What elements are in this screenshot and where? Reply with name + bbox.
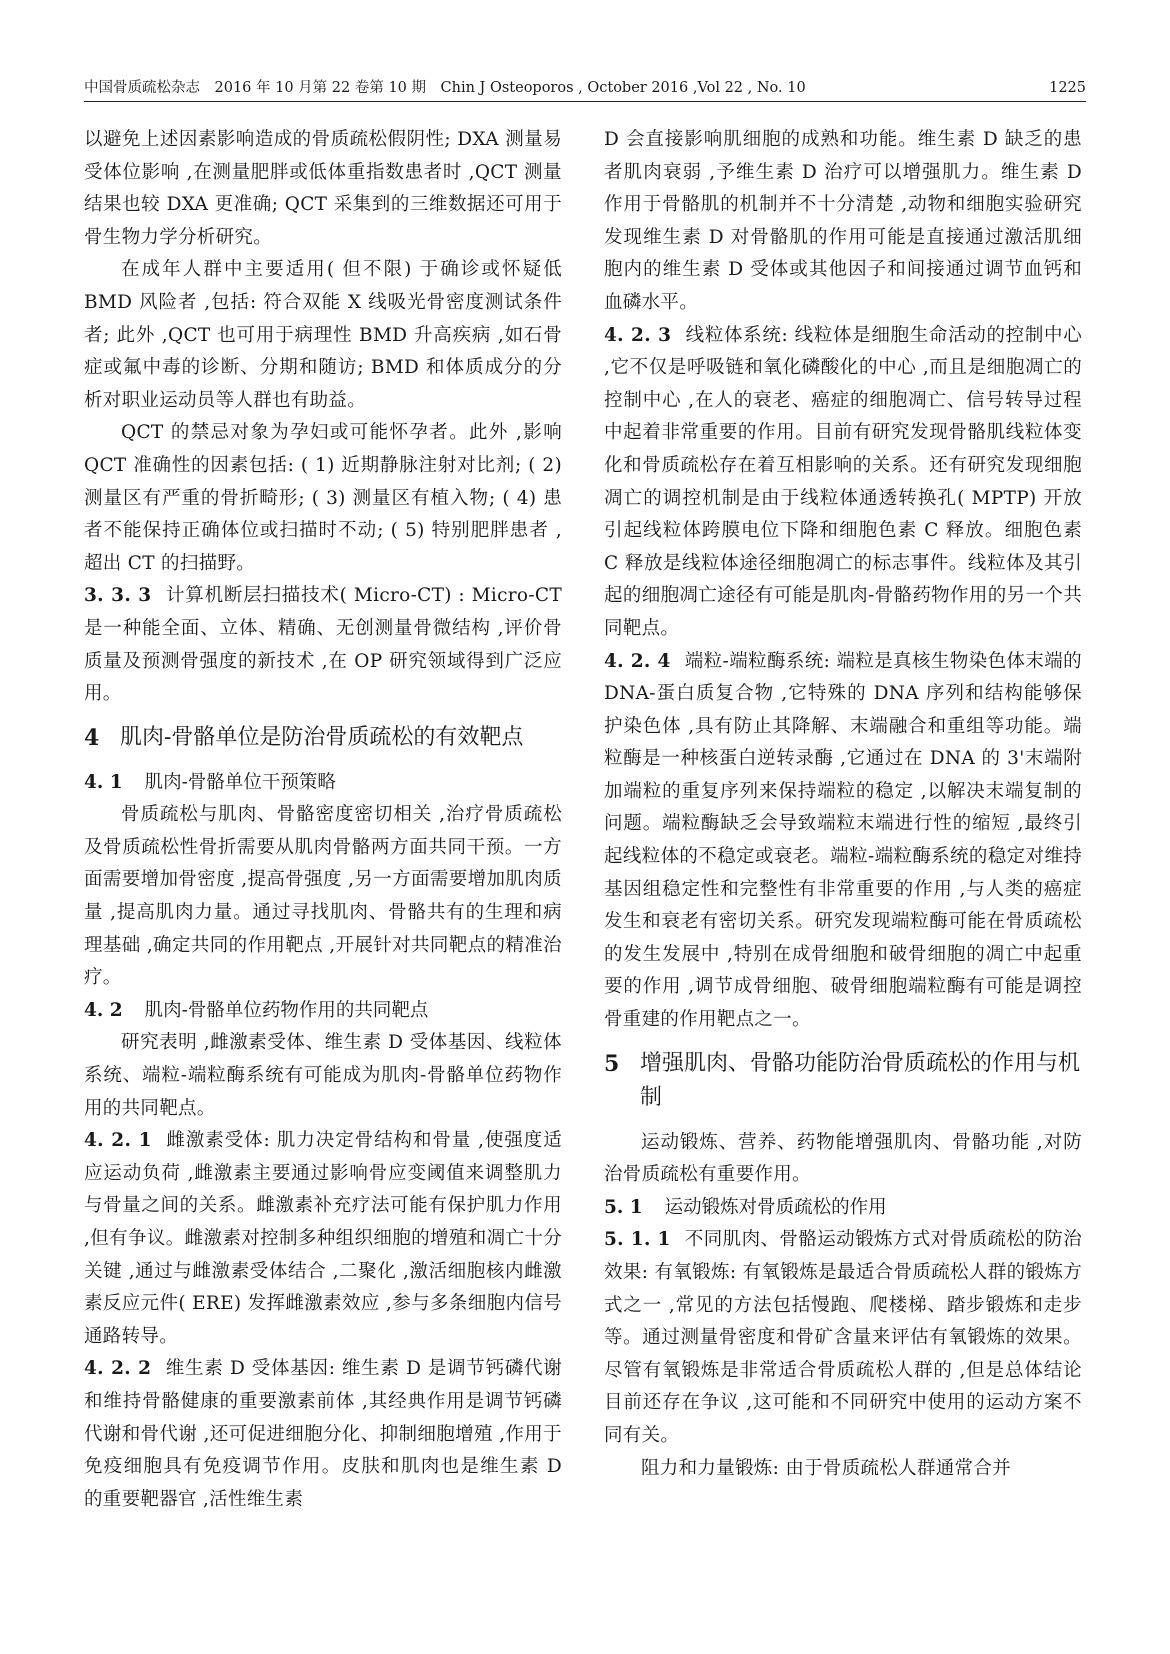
subsection-number: 4. 2. 3 xyxy=(604,324,672,346)
subsection-4-1-heading xyxy=(84,767,562,800)
page-number: 1225 xyxy=(1049,80,1086,96)
subsection-text: 端粒-端粒酶系统: 端粒是真核生物染色体末端的 DNA-蛋白质复合物 ,它特殊的 DNA 序列和结构能够保护染色体 ,具有防止其降解、末端融合和重组等功能。端粒酶是一种核蛋白逆转录酶 ,它通过在 DNA 的 3'末端附加端粒的重复序列来保持端粒的稳定 ,以解决末端复制的问题。端粒酶缺乏会导致端粒末端进行性的缩短 ,最终引起线粒体的不稳定或衰老。端粒-端粒酶系统的稳定对维持基因组稳定性和完整性有非常重要的作用 ,与人类的癌症发生和衰老有密切关系。研究发现端粒酶可能在骨质疏松的发生发展中 ,特别在成骨细胞和破骨细胞的凋亡中起重要的作用 ,调节成骨细胞、破骨细胞端粒酶有可能是调控骨重建的作用靶点之一。 xyxy=(604,650,1082,1031)
subsection-title: 运动锻炼对骨质疏松的作用 xyxy=(664,1196,887,1218)
subsection-3-3-3 xyxy=(84,580,562,710)
paragraph-resistance-training: 阻力和力量锻炼: 由于骨质疏松人群通常合并 xyxy=(641,1457,1011,1479)
paragraph-section-5-intro: 运动锻炼、营养、药物能增强肌肉、骨骼功能 ,对防治骨质疏松有重要作用。 xyxy=(604,1131,1082,1186)
subsection-number: 5. 1. 1 xyxy=(604,1229,671,1251)
subsection-4-2-2 xyxy=(84,1353,562,1516)
subsection-text: 线粒体系统: 线粒体是细胞生命活动的控制中心 ,它不仅是呼吸链和氧化磷酸化的中心 ,而且是细胞凋亡的控制中心 ,在人的衰老、癌症的细胞凋亡、信号转导过程中起着非常重要的作用。目前有研究发现骨骼肌线粒体变化和骨质疏松存在着互相影响的关系。还有研究发现细胞凋亡的调控机制是由于线粒体通透转换孔( MPTP) 开放引起线粒体跨膜电位下降和细胞色素 C 释放。细胞色素 C 释放是线粒体途径细胞凋亡的标志事件。线粒体及其引起的细胞凋亡途径有可能是肌肉-骨骼药物作用的另一个共同靶点。 xyxy=(604,324,1082,639)
subsection-number: 4. 2. 4 xyxy=(604,650,671,672)
subsection-number: 3. 3. 3 xyxy=(84,585,152,607)
subsection-4-2-4 xyxy=(604,646,1082,1037)
section-5-heading xyxy=(604,1047,1082,1115)
running-header xyxy=(84,78,1086,102)
section-number: 5 xyxy=(604,1050,620,1077)
paragraph-intervention-strategy: 骨质疏松与肌肉、骨骼密度密切相关 ,治疗骨质疏松及骨质疏松性骨折需要从肌肉骨骼两方面共同干预。一方面需要增加骨密度 ,提高骨强度 ,另一方面需要增加肌肉质量 ,提高肌肉力量。通过寻找肌肉、骨骼共有的生理和病理基础 ,确定共同的作用靶点 ,开展针对共同靶点的精准治疗。 xyxy=(84,804,562,989)
subsection-number: 4. 2. 1 xyxy=(84,1130,152,1152)
paragraph-vitamin-d-continued: D 会直接影响肌细胞的成熟和功能。维生素 D 缺乏的患者肌肉衰弱 ,予维生素 D 治疗可以增强肌力。维生素 D 作用于骨骼肌的机制并不十分清楚 ,动物和细胞实验研究发现维生素 D 对骨骼肌的作用可能是直接通过激活肌细胞内的维生素 D 受体或其他因子和间接通过调节血钙和血磷水平。 xyxy=(604,129,1082,313)
section-number: 4 xyxy=(84,724,100,751)
subsection-title: 肌肉-骨骼单位干预策略 xyxy=(144,771,336,793)
subsection-text: 维生素 D 受体基因: 维生素 D 是调节钙磷代谢和维持骨骼健康的重要激素前体 ,其经典作用是调节钙磷代谢和骨代谢 ,还可促进细胞分化、抑制细胞增殖 ,作用于免疫细胞具有免疫调节作用。皮肤和肌肉也是维生素 D 的重要靶器官 ,活性维生素 xyxy=(84,1358,562,1510)
subsection-4-2-heading xyxy=(84,995,562,1028)
right-column xyxy=(604,124,1082,1485)
subsection-text: 不同肌肉、骨骼运动锻炼方式对骨质疏松的防治效果: 有氧锻炼: 有氧锻炼是最适合骨质疏松人群的锻炼方式之一 ,常见的方法包括慢跑、爬楼梯、踏步锻炼和走步等。通过测量骨密度和骨矿含量来评估有氧锻炼的效果。尽管有氧锻炼是非常适合骨质疏松人群的 ,但是总体结论目前还存在争议 ,这可能和不同研究中使用的运动方案不同有关。 xyxy=(604,1229,1082,1446)
paragraph-qct-contraindications: QCT 的禁忌对象为孕妇或可能怀孕者。此外 ,影响 QCT 准确性的因素包括: ( 1) 近期静脉注射对比剂; ( 2) 测量区有严重的骨折畸形; ( 3) 测量区有植入物; ( 4) 患者不能保持正确体位或扫描时不动; ( 5) 特别肥胖患者 ,超出 CT 的扫描野。 xyxy=(84,422,562,574)
left-column xyxy=(84,124,562,1516)
subsection-text: 雌激素受体: 肌力决定骨结构和骨量 ,使强度适应运动负荷 ,雌激素主要通过影响骨应变阈值来调整肌力与骨量之间的关系。雌激素补充疗法可能有保护肌力作用 ,但有争议。雌激素对控制多种组织细胞的增殖和凋亡十分关键 ,通过与雌激素受体结合 ,二聚化 ,激活细胞核内雌激素反应元件( ERE) 发挥雌激素效应 ,参与多条细胞内信号通路转导。 xyxy=(84,1130,562,1347)
subsection-number: 4. 2 xyxy=(84,999,123,1021)
subsection-5-1-1 xyxy=(604,1224,1082,1452)
section-4-heading xyxy=(84,721,562,755)
subsection-5-1-heading xyxy=(604,1192,1082,1225)
subsection-title: 肌肉-骨骼单位药物作用的共同靶点 xyxy=(144,999,429,1021)
subsection-number: 4. 2. 2 xyxy=(84,1358,152,1380)
paragraph-qct-advantages: 以避免上述因素影响造成的骨质疏松假阴性; DXA 测量易受体位影响 ,在测量肥胖或低体重指数患者时 ,QCT 测量结果也较 DXA 更准确; QCT 采集到的三维数据还可用于骨生物力学分析研究。 xyxy=(84,129,562,248)
header-rule xyxy=(84,101,1086,102)
paragraph-common-targets: 研究表明 ,雌激素受体、维生素 D 受体基因、线粒体系统、端粒-端粒酶系统有可能成为肌肉-骨骼单位药物作用的共同靶点。 xyxy=(84,1032,562,1119)
paragraph-qct-indications: 在成年人群中主要适用( 但不限) 于确诊或怀疑低 BMD 风险者 ,包括: 符合双能 X 线吸光骨密度测试条件者; 此外 ,QCT 也可用于病理性 BMD 升高疾病 ,如石骨症或氟中毒的诊断、分期和随访; BMD 和体质成分的分析对职业运动员等人群也有助益。 xyxy=(84,259,562,411)
subsection-text: 计算机断层扫描技术( Micro-CT) : Micro-CT 是一种能全面、立体、精确、无创测量骨微结构 ,评价骨质量及预测骨强度的新技术 ,在 OP 研究领域得到广泛应用。 xyxy=(84,585,562,705)
subsection-4-2-3 xyxy=(604,320,1082,646)
journal-citation: 中国骨质疏松杂志 2016 年 10 月第 22 卷第 10 期 Chin J Osteoporos , October 2016 ,Vol 22 , No. 10 xyxy=(84,80,806,96)
subsection-number: 5. 1 xyxy=(604,1196,643,1218)
subsection-number: 4. 1 xyxy=(84,771,123,793)
section-title: 肌肉-骨骼单位是防治骨质疏松的有效靶点 xyxy=(120,724,524,750)
section-title: 增强肌肉、骨骼功能防治骨质疏松的作用与机制 xyxy=(640,1050,1081,1110)
subsection-4-2-1 xyxy=(84,1125,562,1353)
